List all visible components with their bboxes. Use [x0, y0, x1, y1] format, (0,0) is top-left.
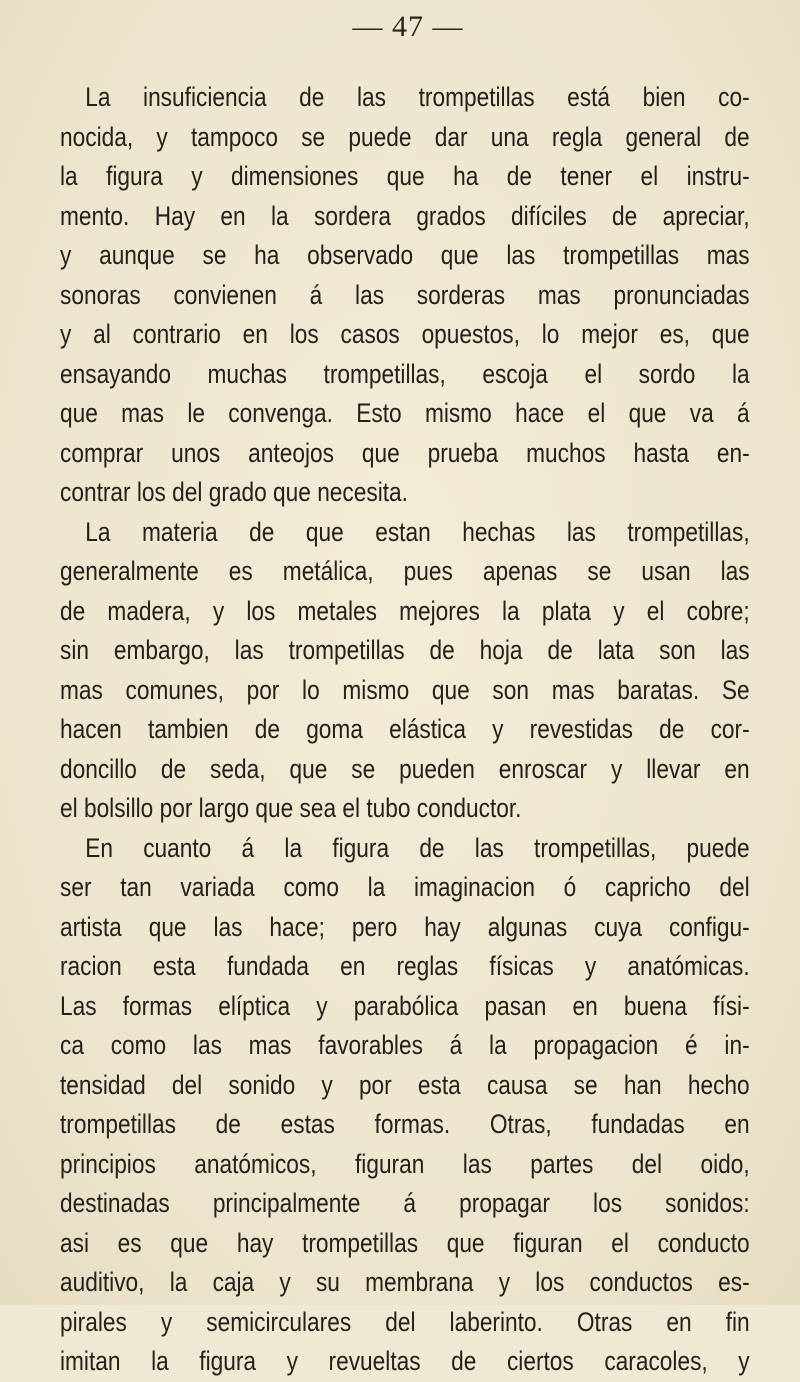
text-line: y aunque se ha observado que las trompetillas mas [60, 240, 750, 270]
text-line: comprar unos anteojos que prueba muchos hasta en- [60, 437, 750, 468]
text-line: nocida, y tampoco se puede dar una regla general de [60, 121, 750, 152]
text-line: imitan la figura y revueltas de ciertos caracoles, y [60, 1346, 750, 1376]
text-line: La insuficiencia de las trompetillas está bien co- [85, 82, 750, 112]
text-line: y al contrario en los casos opuestos, lo mejor es, que [60, 319, 750, 349]
text-line: doncillo de seda, que se pueden enroscar y llevar en [60, 753, 750, 784]
text-line: mas comunes, por lo mismo que son mas baratas. Se [60, 674, 750, 705]
text-line: trompetillas de estas formas. Otras, fundadas en [60, 1109, 750, 1139]
text-line: el bolsillo por largo que sea el tubo conductor. [60, 793, 522, 823]
text-line: sin embargo, las trompetillas de hoja de lata son las [60, 635, 750, 665]
text-line: generalmente es metálica, pues apenas se usan las [60, 556, 750, 586]
text-line: asi es que hay trompetillas que figuran el conducto [60, 1227, 750, 1258]
text-line: La materia de que estan hechas las trompetillas, [85, 516, 750, 547]
text-line: pirales y semicirculares del laberinto. Otras en fin [60, 1306, 750, 1337]
text-line: ser tan variada como la imaginacion ó capricho del [60, 872, 750, 902]
page-number: — 47 — [352, 10, 464, 43]
text-line: destinadas principalmente á propagar los sonidos: [60, 1188, 750, 1218]
text-line: racion esta fundada en reglas físicas y anatómicas. [60, 951, 750, 981]
text-line: principios anatómicos, figuran las partes del oido, [60, 1148, 750, 1179]
text-line: auditivo, la caja y su membrana y los conductos es- [60, 1267, 750, 1297]
text-line: Las formas elíptica y parabólica pasan en buena físi- [60, 990, 750, 1021]
text-line: mento. Hay en la sordera grados difíciles de apreciar, [60, 200, 750, 231]
text-line: En cuanto á la figura de las trompetillas, puede [85, 832, 750, 863]
text-line: de madera, y los metales mejores la plata y el cobre; [60, 595, 750, 626]
text-line: contrar los del grado que necesita. [60, 477, 408, 507]
text-line: tensidad del sonido y por esta causa se han hecho [60, 1069, 750, 1100]
text-line: que mas le convenga. Esto mismo hace el que va á [60, 398, 750, 428]
text-line: hacen tambien de goma elástica y revestidas de cor- [60, 714, 750, 744]
text-line: ensayando muchas trompetillas, escoja el sordo la [60, 358, 750, 389]
text-line: la figura y dimensiones que ha de tener el instru- [60, 161, 750, 191]
text-line: artista que las hace; pero hay algunas cuya configu- [60, 911, 750, 942]
text-line: ca como las mas favorables á la propagacion é in- [60, 1030, 750, 1060]
text-line: sonoras convienen á las sorderas mas pronunciadas [60, 279, 750, 310]
body-text [60, 78, 750, 1382]
